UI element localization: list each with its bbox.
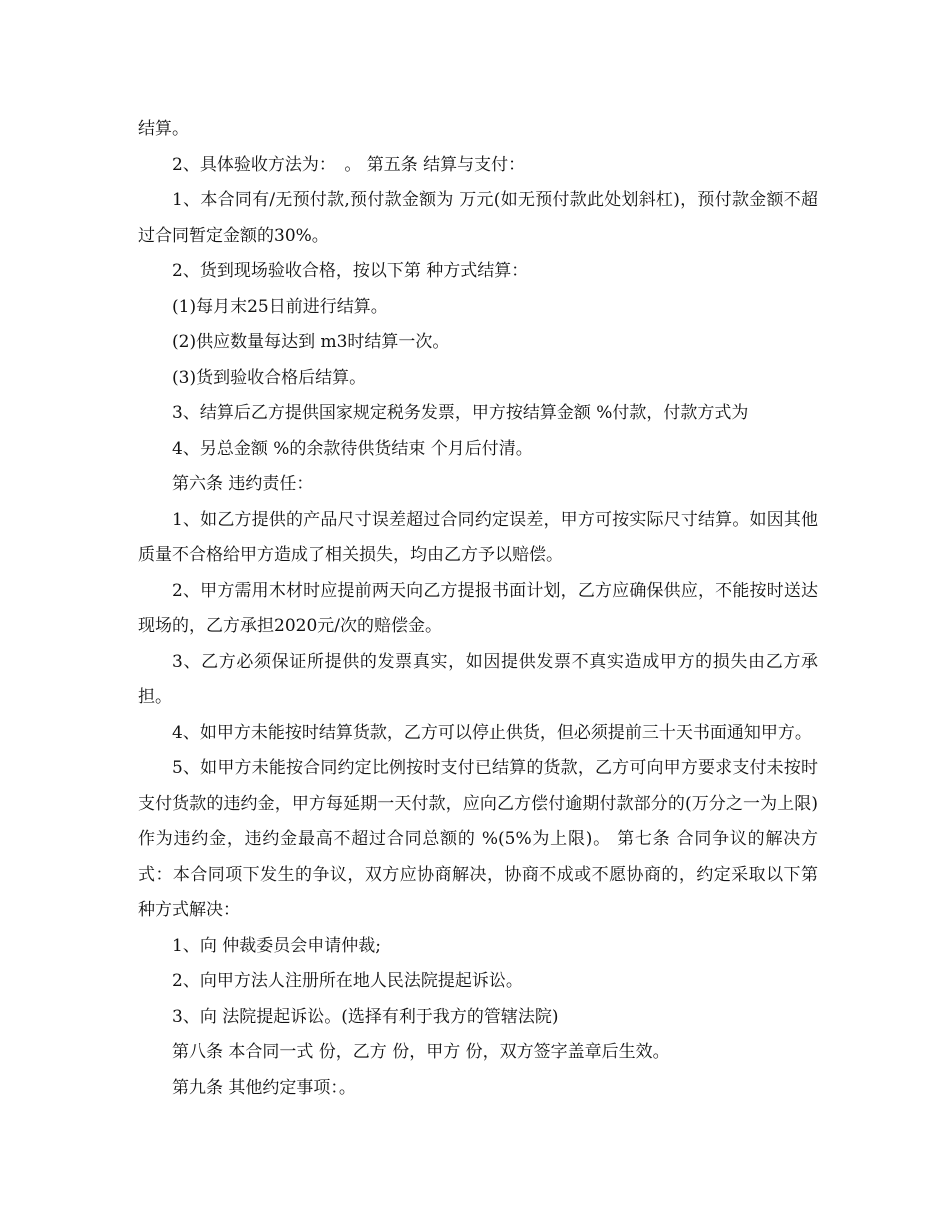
paragraph-2: 2、具体验收方法为： 。 第五条 结算与支付： [172, 154, 526, 175]
paragraph-7: (3)货到验收合格后结算。 [172, 367, 367, 388]
paragraph-13: 3、乙方必须保证所提供的发票真实，如因提供发票不真实造成甲方的损失由乙方承担。 [138, 651, 818, 707]
paragraph-6: (2)供应数量每达到 m3时结算一次。 [172, 332, 450, 352]
paragraph-17: 2、向甲方法人注册所在地人民法院提起诉讼。 [172, 971, 523, 991]
paragraph-8: 3、结算后乙方提供国家规定税务发票，甲方按结算金额 %付款，付款方式为 [172, 403, 749, 423]
paragraph-9: 4、另总金额 %的余款待供货结束 个月后付清。 [172, 438, 533, 459]
paragraph-20: 第九条 其他约定事项：。 [172, 1077, 356, 1098]
paragraph-3: 1、本合同有/无预付款,预付款金额为 万元(如无预付款此处划斜杠)，预付款金额不超过合同暂定金额的30%。 [138, 190, 818, 246]
paragraph-11: 1、如乙方提供的产品尺寸误差超过合同约定误差，甲方可按实际尺寸结算。如因其他质量不合格给甲方造成了相关损失，均由乙方予以赔偿。 [138, 509, 818, 565]
paragraph-16: 1、向 仲裁委员会申请仲裁; [172, 935, 381, 956]
document-body [138, 112, 818, 1106]
paragraph-5: (1)每月末25日前进行结算。 [172, 296, 388, 317]
paragraph-15: 5、如甲方未能按合同约定比例按时支付已结算的货款，乙方可向甲方要求支付未按时支付货款的违约金，甲方每延期一天付款，应向乙方偿付逾期付款部分的(万分之一为上限)作为违约金，违约金最高不超过合同总额的 %(5%为上限)。 第七条 合同争议的解决方式：本合同项下发生的争议，双方应协商解决，协商不成或不愿协商的，约定采取以下第 种方式解决： [138, 758, 818, 920]
paragraph-18: 3、向 法院提起诉讼。(选择有利于我方的管辖法院) [172, 1006, 559, 1027]
paragraph-4: 2、货到现场验收合格，按以下第 种方式结算： [172, 261, 529, 281]
paragraph-10: 第六条 违约责任： [172, 474, 314, 494]
paragraph-14: 4、如甲方未能按时结算货款，乙方可以停止供货，但必须提前三十天书面通知甲方。 [172, 722, 812, 743]
paragraph-12: 2、甲方需用木材时应提前两天向乙方提报书面计划，乙方应确保供应，不能按时送达现场的，乙方承担2020元/次的赔偿金。 [138, 580, 818, 636]
paragraph-1: 结算。 [138, 119, 189, 139]
paragraph-19: 第八条 本合同一式 份，乙方 份，甲方 份，双方签字盖章后生效。 [172, 1042, 670, 1062]
